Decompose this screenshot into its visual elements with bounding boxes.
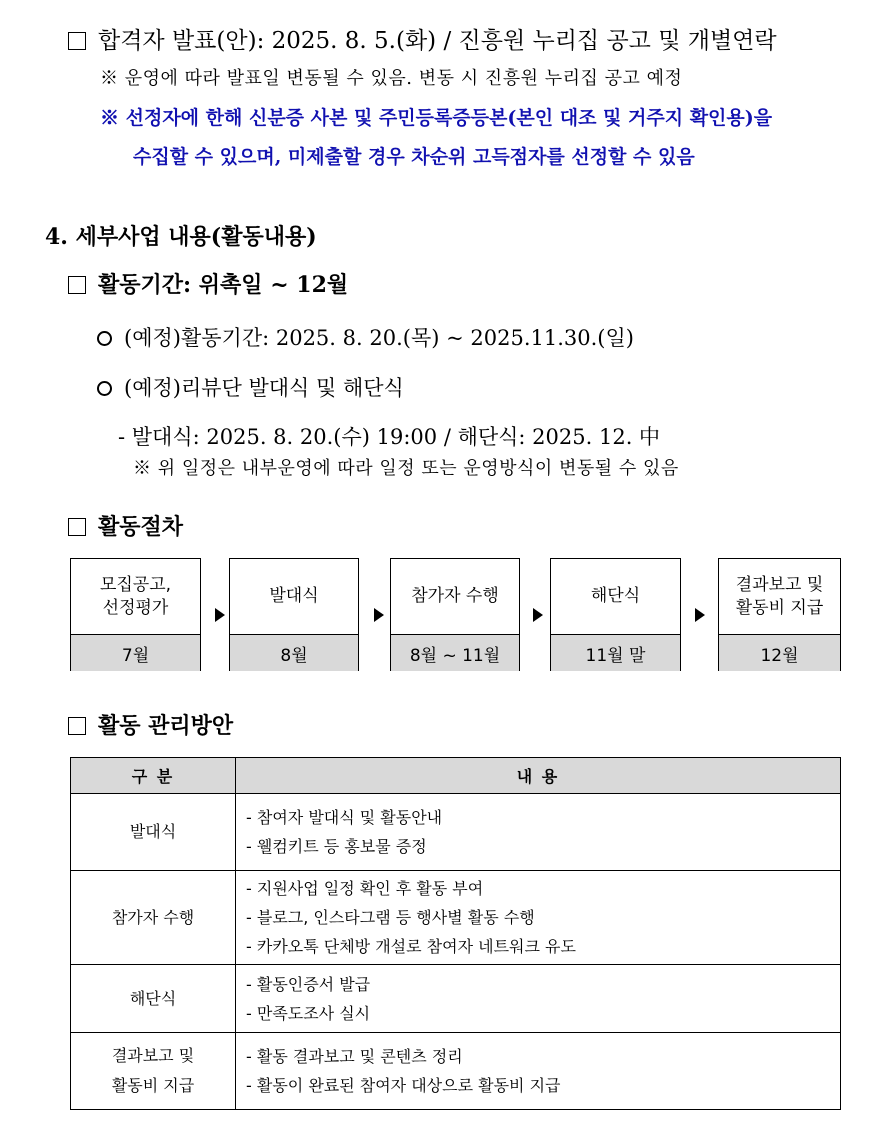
row-items [236,794,841,871]
checkbox-square-icon [68,32,86,50]
procedure-heading [68,510,183,541]
circle-bullet-icon [97,381,112,396]
arrow-right-icon [215,608,225,622]
step-month: 12월 [719,635,840,671]
announcement-text: 합격자 발표(안): 2025. 8. 5.(화) / 진흥원 누리집 공고 및 개별연락 [98,28,777,54]
bullet-activity-period [97,322,634,352]
bullet-activity-period-text: (예정)활동기간: 2025. 8. 20.(목) ~ 2025.11.30.(일) [124,326,634,350]
table-row [71,871,841,965]
circle-bullet-icon [97,331,112,346]
row-category: 해단식 [71,965,236,1033]
step-month: 11월 말 [551,635,680,671]
section-title: 4. 세부사업 내용(활동내용) [45,224,317,250]
row-item: - 활동이 완료된 참여자 대상으로 활동비 지급 [246,1076,561,1095]
step-label: 모집공고, 선정평가 [71,559,200,635]
row-item: - 만족도조사 실시 [246,1003,371,1023]
col-content-header: 내 용 [236,758,841,794]
arrow-right-icon [374,608,384,622]
step-month: 8월 [230,635,358,671]
announcement-line [68,22,777,55]
row-category: 발대식 [71,794,236,871]
procedure-step [70,558,201,671]
row-items [236,871,841,965]
management-table [70,757,841,1110]
schedule-note: ※ 위 일정은 내부운영에 따라 일정 또는 운영방식이 변동될 수 있음 [133,458,679,479]
step-label: 결과보고 및 활동비 지급 [719,559,840,635]
step-label: 참가자 수행 [391,559,519,635]
row-items [236,1033,841,1110]
step-month: 8월 ~ 11월 [391,635,519,671]
col-category-header: 구 분 [71,758,236,794]
checkbox-square-icon [68,276,86,294]
ceremony-dates: - 발대식: 2025. 8. 20.(수) 19:00 / 해단식: 2025. 12. 中 [118,425,661,449]
arrow-right-icon [533,608,543,622]
row-category: 결과보고 및 활동비 지급 [71,1033,236,1110]
table-row [71,965,841,1033]
step-month: 7월 [71,635,200,671]
management-heading [68,709,233,740]
procedure-step [550,558,681,671]
selection-notice-line1: ※ 선정자에 한해 신분증 사본 및 주민등록증등본(본인 대조 및 거주지 확인용)을 [100,107,773,129]
table-header-row [71,758,841,794]
procedure-step [718,558,841,671]
announcement-note: ※ 운영에 따라 발표일 변동될 수 있음. 변동 시 진흥원 누리집 공고 예정 [100,68,683,89]
selection-notice-line2: 수집할 수 있으며, 미제출할 경우 차순위 고득점자를 선정할 수 있음 [133,146,695,168]
row-item: - 카카오톡 단체방 개설로 참여자 네트워크 유도 [246,937,576,956]
period-heading [68,268,348,299]
row-item: - 블로그, 인스타그램 등 행사별 활동 수행 [246,908,535,927]
bullet-ceremonies-text: (예정)리뷰단 발대식 및 해단식 [124,376,404,400]
procedure-heading-text: 활동절차 [98,514,184,540]
row-items [236,965,841,1033]
checkbox-square-icon [68,717,86,735]
arrow-right-icon [695,608,705,622]
step-label: 해단식 [551,559,680,635]
procedure-step [229,558,359,671]
row-item: - 참여자 발대식 및 활동안내 [246,808,443,827]
row-category: 참가자 수행 [71,871,236,965]
table-row [71,794,841,871]
row-item: - 웰컴키트 등 홍보물 증정 [246,837,427,856]
row-item: - 지원사업 일정 확인 후 활동 부여 [246,879,484,898]
table-row [71,1033,841,1110]
row-item: - 활동 결과보고 및 콘텐츠 정리 [246,1047,463,1066]
management-heading-text: 활동 관리방안 [98,713,234,739]
procedure-step [390,558,520,671]
row-item: - 활동인증서 발급 [246,974,371,994]
bullet-ceremonies [97,372,404,402]
period-heading-text: 활동기간: 위촉일 ~ 12월 [98,272,349,298]
step-label: 발대식 [230,559,358,635]
checkbox-square-icon [68,518,86,536]
